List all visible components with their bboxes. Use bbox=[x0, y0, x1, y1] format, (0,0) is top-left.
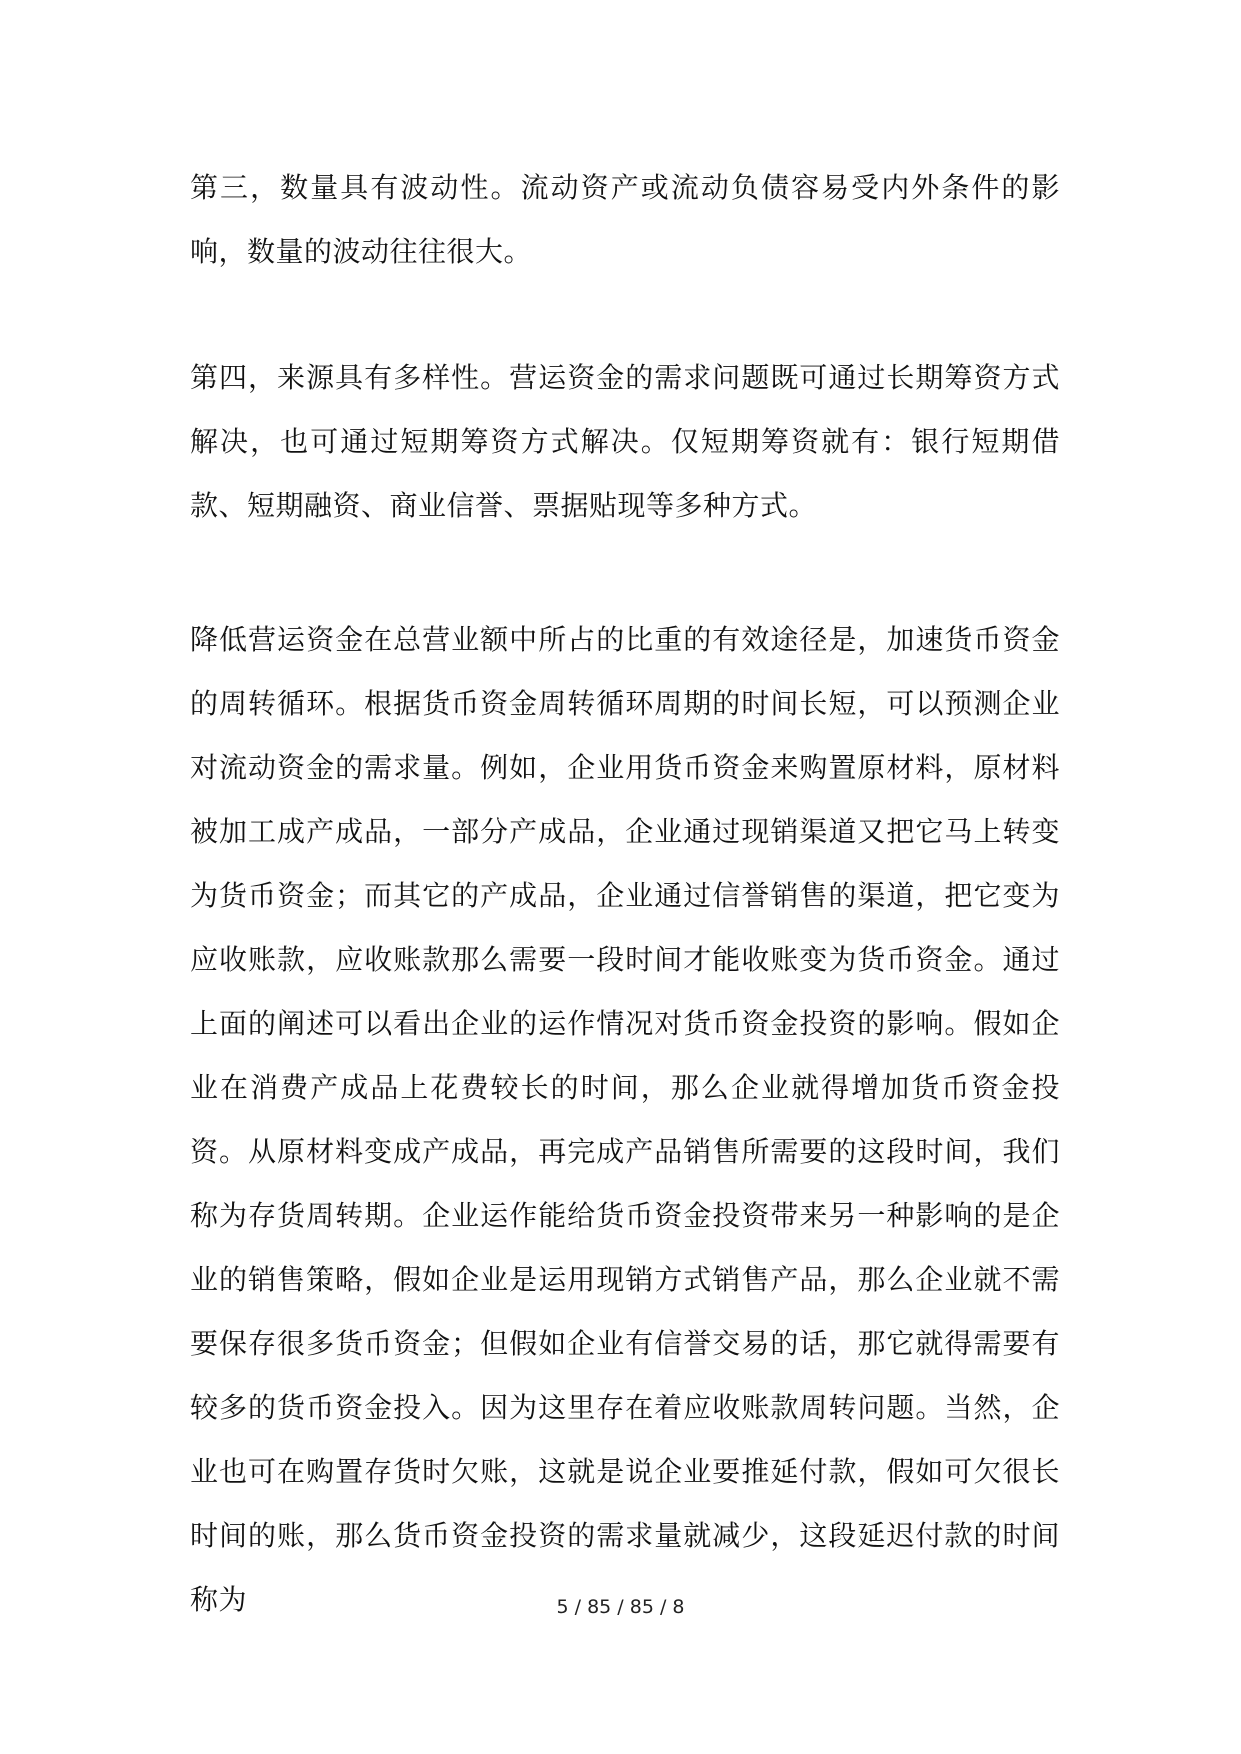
paragraph-working-capital-turnover: 降低营运资金在总营业额中所占的比重的有效途径是，加速货币资金的周转循环。根据货币资金周转循环周期的时间长短，可以预测企业对流动资金的需求量。例如，企业用货币资金来购置原材料，原材料被加工成产成品，一部分产成品，企业通过现销渠道又把它马上转变为货币资金；而其它的产成品，企业通过信誉销售的渠道，把它变为应收账款，应收账款那么需要一段时间才能收账变为货币资金。通过上面的阐述可以看出企业的运作情况对货币资金投资的影响。假如企业在消费产成品上花费较长的时间，那么企业就得增加货币资金投资。从原材料变成产成品，再完成产品销售所需要的这段时间，我们称为存货周转期。企业运作能给货币资金投资带来另一种影响的是企业的销售策略，假如企业是运用现销方式销售产品，那么企业就不需要保存很多货币资金；但假如企业有信誉交易的话，那它就得需要有较多的货币资金投入。因为这里存在着应收账款周转问题。当然，企业也可在购置存货时欠账，这就是说企业要推延付款，假如可欠很长时间的账，那么货币资金投资的需求量就减少，这段延迟付款的时间称为 bbox=[190, 623, 1060, 1616]
paragraph-diverse-sources: 第四，来源具有多样性。营运资金的需求问题既可通过长期筹资方式解决，也可通过短期筹资方式解决。仅短期筹资就有：银行短期借款、短期融资、商业信誉、票据贴现等多种方式。 bbox=[190, 361, 1060, 522]
paragraph-fluctuation: 第三，数量具有波动性。流动资产或流动负债容易受内外条件的影响，数量的波动往往很大。 bbox=[190, 171, 1060, 268]
page-number: 5 / 85 / 85 / 8 bbox=[556, 1596, 685, 1618]
